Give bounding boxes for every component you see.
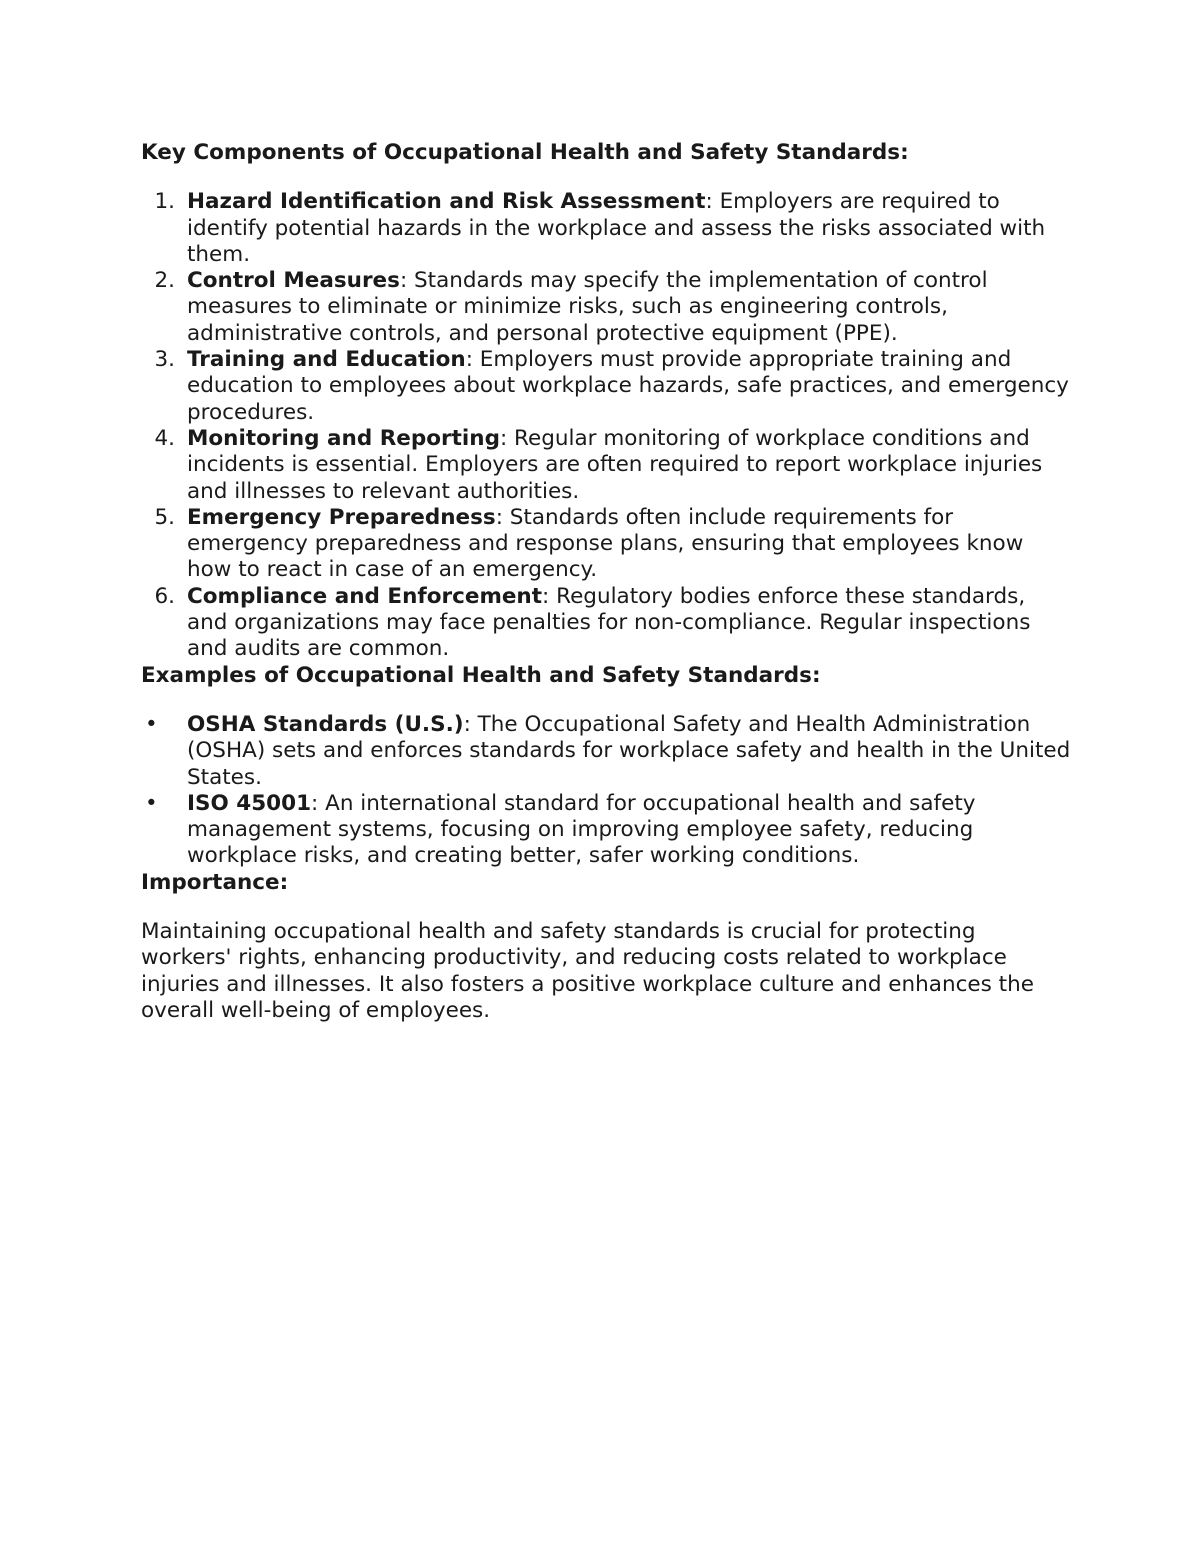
list-number: 6. <box>154 583 175 609</box>
document-page <box>141 140 1071 1024</box>
item-term: Monitoring and Reporting <box>187 425 500 451</box>
list-item <box>141 584 1071 663</box>
item-text: : An international standard for occupational health and safety management systems, focusing on improving employee safety, reducing workplace risks, and creating better, safer working conditions. <box>187 790 976 869</box>
list-number: 4. <box>154 425 175 451</box>
list-number: 2. <box>154 268 175 294</box>
item-text: : Standards may specify the implementation of control measures to eliminate or minimize risks, such as engineering controls, administrative controls, and personal protective equipment (PPE). <box>187 268 988 346</box>
item-text: : Regular monitoring of workplace conditions and incidents is essential. Employers are often required to report workplace injuries and illnesses to relevant authorities. <box>187 425 1043 504</box>
importance-heading: Importance: <box>141 869 289 895</box>
list-item <box>141 712 1071 791</box>
list-number: 3. <box>154 347 175 373</box>
item-text: : The Occupational Safety and Health Administration (OSHA) sets and enforces standards for workplace safety and health in the United States. <box>187 711 1071 790</box>
item-text: : Standards often include requirements for emergency preparedness and response plans, ensuring that employees know how to react in case of an emergency. <box>187 504 1024 583</box>
item-term: Compliance and Enforcement <box>187 583 543 609</box>
key-components-heading: Key Components of Occupational Health and Safety Standards: <box>141 140 909 165</box>
importance-paragraph: Maintaining occupational health and safety standards is crucial for protecting workers' rights, enhancing productivity, and reducing costs related to workplace injuries and illnesses. It also fosters a positive workplace culture and enhances the overall well-being of employees. <box>141 919 1034 1023</box>
list-number: 1. <box>154 189 175 215</box>
bullet-icon: • <box>145 790 158 816</box>
item-text: : Employers must provide appropriate training and education to employees about workplace hazards, safe practices, and emergency procedures. <box>187 347 1069 425</box>
item-text: : Regulatory bodies enforce these standards, and organizations may face penalties for non-compliance. Regular inspections and audits are common. <box>187 583 1031 662</box>
list-item <box>141 347 1071 426</box>
item-text: : Employers are required to identify potential hazards in the workplace and assess the risks associated with them. <box>187 189 1046 267</box>
list-item <box>141 505 1071 584</box>
item-term: OSHA Standards (U.S.) <box>187 711 464 737</box>
item-term: Control Measures <box>187 268 400 294</box>
list-number: 5. <box>154 504 175 530</box>
item-term: Hazard Identification and Risk Assessment <box>187 189 706 215</box>
list-item <box>141 268 1071 347</box>
item-term: Emergency Preparedness <box>187 504 496 530</box>
item-term: Training and Education <box>187 347 466 373</box>
item-term: ISO 45001 <box>187 790 312 816</box>
examples-heading: Examples of Occupational Health and Safety Standards: <box>141 662 821 688</box>
key-components-list <box>141 189 1071 662</box>
examples-list <box>141 712 1071 870</box>
list-item <box>141 189 1071 268</box>
list-item <box>141 426 1071 505</box>
list-item <box>141 791 1071 870</box>
bullet-icon: • <box>145 711 158 737</box>
